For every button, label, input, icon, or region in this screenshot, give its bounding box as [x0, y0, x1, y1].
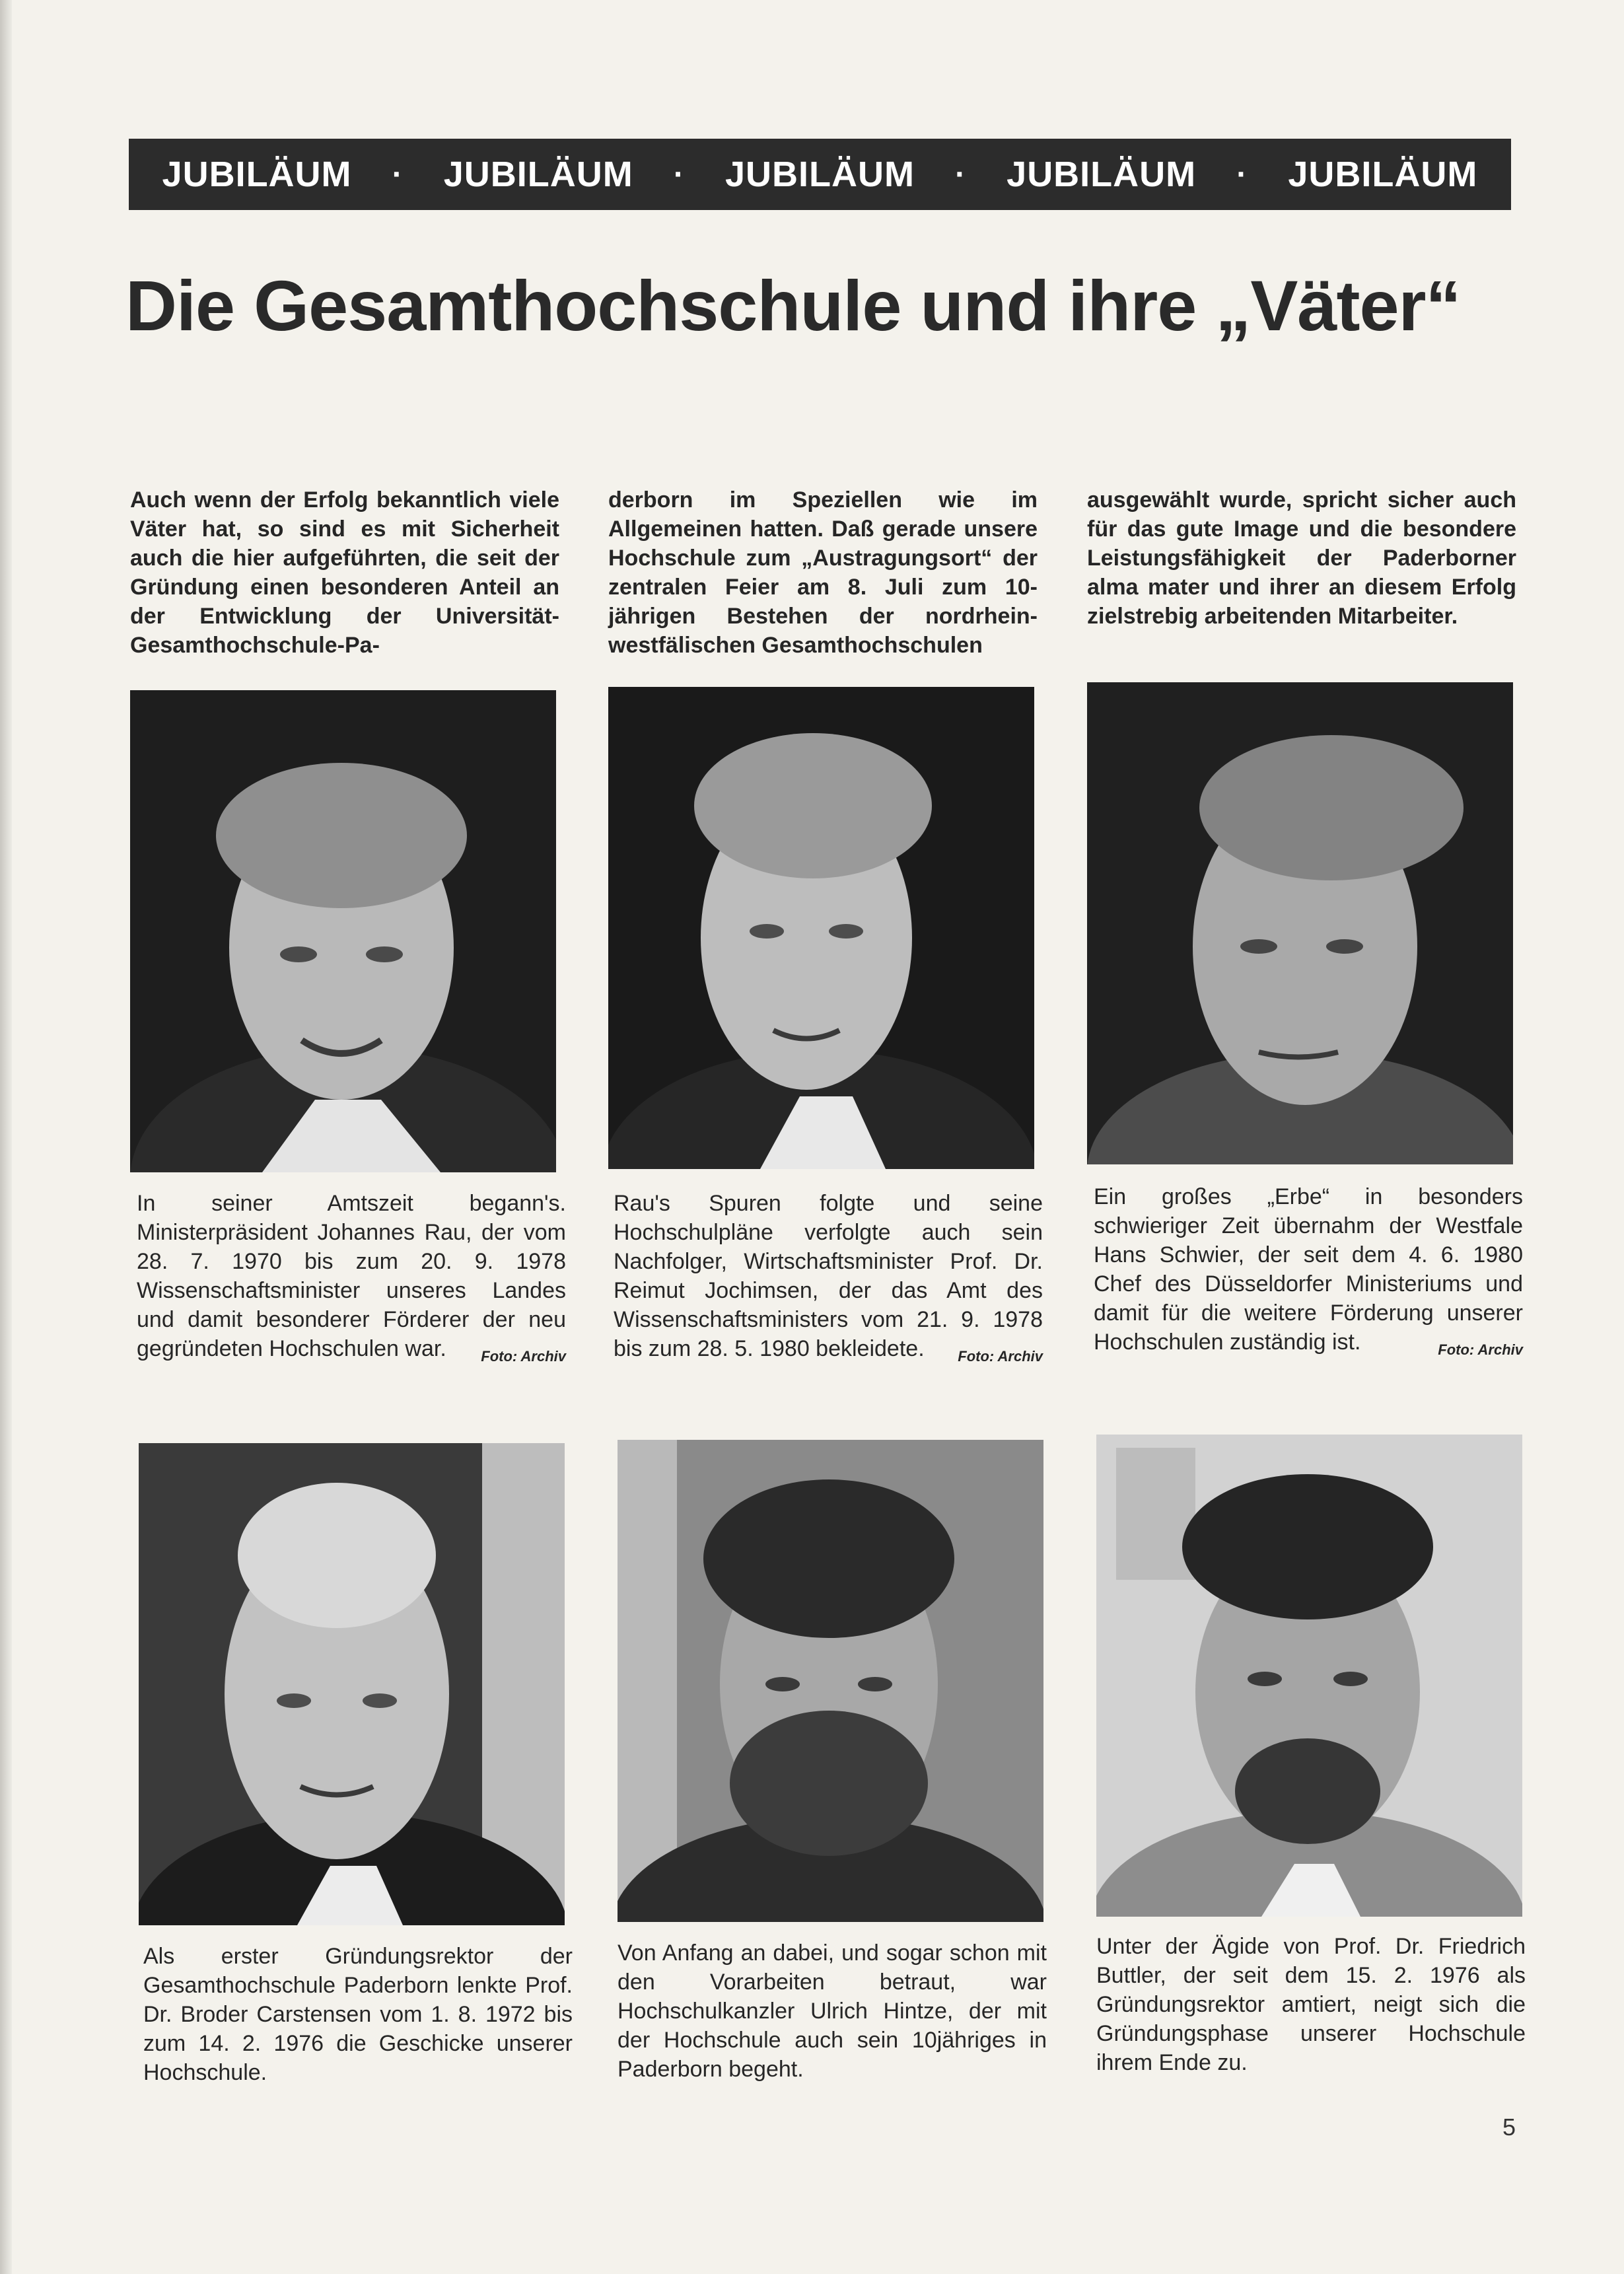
- photo-credit: Foto: Archiv: [1438, 1341, 1523, 1358]
- caption-text: Rau's Spuren folgte und seine Hochschulpläne verfolgte auch sein Nachfolger, Wirtschaftsminister Prof. Dr. Reimut Jochimsen, der das Amt des Wissenschaftsministers vom 21. 9. 1978 bis zum 28. 5. 1980 bekleidete.: [614, 1191, 1043, 1361]
- portrait-photo-jochimsen: [608, 687, 1034, 1169]
- banner-separator: ·: [955, 157, 967, 192]
- portrait-photo-rau: [130, 690, 556, 1172]
- caption-hintze: [618, 1938, 1047, 2084]
- caption-text: Unter der Ägide von Prof. Dr. Friedrich Buttler, der seit dem 15. 2. 1976 als Gründungsrektor amtiert, neigt sich die Gründungsphase unserer Hochschule ihrem Ende zu.: [1096, 1934, 1526, 2075]
- intro-column-3: ausgewählt wurde, spricht sicher auch für das gute Image und die besondere Leistungsfähigkeit der Paderborner alma mater und ihrer an diesem Erfolg zielstrebig arbeitenden Mitarbeiter.: [1087, 487, 1516, 629]
- page-edge: [0, 0, 12, 2274]
- intro-column-1: Auch wenn der Erfolg bekanntlich viele Väter hat, so sind es mit Sicherheit auch die hier aufgeführten, die seit der Gründung einen besonderen Anteil an der Entwicklung der Universität-Gesamthochschule-Pa-: [130, 487, 559, 658]
- banner-separator: ·: [1236, 157, 1248, 192]
- portrait-photo-carstensen: [139, 1443, 565, 1925]
- banner-word: JUBILÄUM: [1006, 155, 1197, 194]
- portrait-photo-schwier: [1087, 682, 1513, 1164]
- caption-buttler: [1096, 1932, 1526, 2077]
- banner-word: JUBILÄUM: [724, 155, 915, 194]
- portrait-photo-buttler: [1096, 1435, 1522, 1917]
- photo-credit: Foto: Archiv: [481, 1348, 566, 1365]
- caption-text: In seiner Amtszeit begann's. Ministerpräsident Johannes Rau, der vom 28. 7. 1970 bis zum 20. 9. 1978 Wissenschaftsminister unseres Landes und damit besonderer Förderer der neu gegründeten Hochschulen war.: [137, 1191, 566, 1361]
- caption-schwier: [1094, 1182, 1523, 1365]
- photo-credit: Foto: Archiv: [958, 1348, 1043, 1365]
- caption-rau: [137, 1189, 566, 1371]
- intro-column-2: derborn im Speziellen wie im Allgemeinen hatten. Daß gerade unsere Hochschule zum „Austragungsort“ der zentralen Feier am 8. Juli zum 10-jährigen Bestehen der nordrhein-westfälischen Gesamthochschulen: [608, 487, 1038, 658]
- banner-word: JUBILÄUM: [1288, 155, 1478, 194]
- caption-jochimsen: [614, 1189, 1043, 1371]
- page-number: 5: [1502, 2114, 1516, 2141]
- caption-carstensen: [143, 1942, 573, 2087]
- jubilaeum-banner: [129, 139, 1511, 210]
- caption-text: Von Anfang an dabei, und sogar schon mit den Vorarbeiten betraut, war Hochschulkanzler Ulrich Hintze, der mit der Hochschule auch sein 10jähriges in Paderborn begeht.: [618, 1940, 1047, 2082]
- banner-word: JUBILÄUM: [443, 155, 633, 194]
- caption-text: Als erster Gründungsrektor der Gesamthochschule Paderborn lenkte Prof. Dr. Broder Carstensen vom 1. 8. 1972 bis zum 14. 2. 1976 die Geschicke unserer Hochschule.: [143, 1944, 573, 2085]
- caption-text: Ein großes „Erbe“ in besonders schwieriger Zeit übernahm der Westfale Hans Schwier, der seit dem 4. 6. 1980 Chef des Düsseldorfer Ministeriums und damit für die weitere Förderung unserer Hochschulen zuständig ist.: [1094, 1184, 1523, 1355]
- article-headline: Die Gesamthochschule und ihre „Väter“: [125, 266, 1461, 345]
- banner-separator: ·: [673, 157, 685, 192]
- banner-word: JUBILÄUM: [162, 155, 352, 194]
- portrait-photo-hintze: [618, 1440, 1043, 1922]
- banner-separator: ·: [392, 157, 404, 192]
